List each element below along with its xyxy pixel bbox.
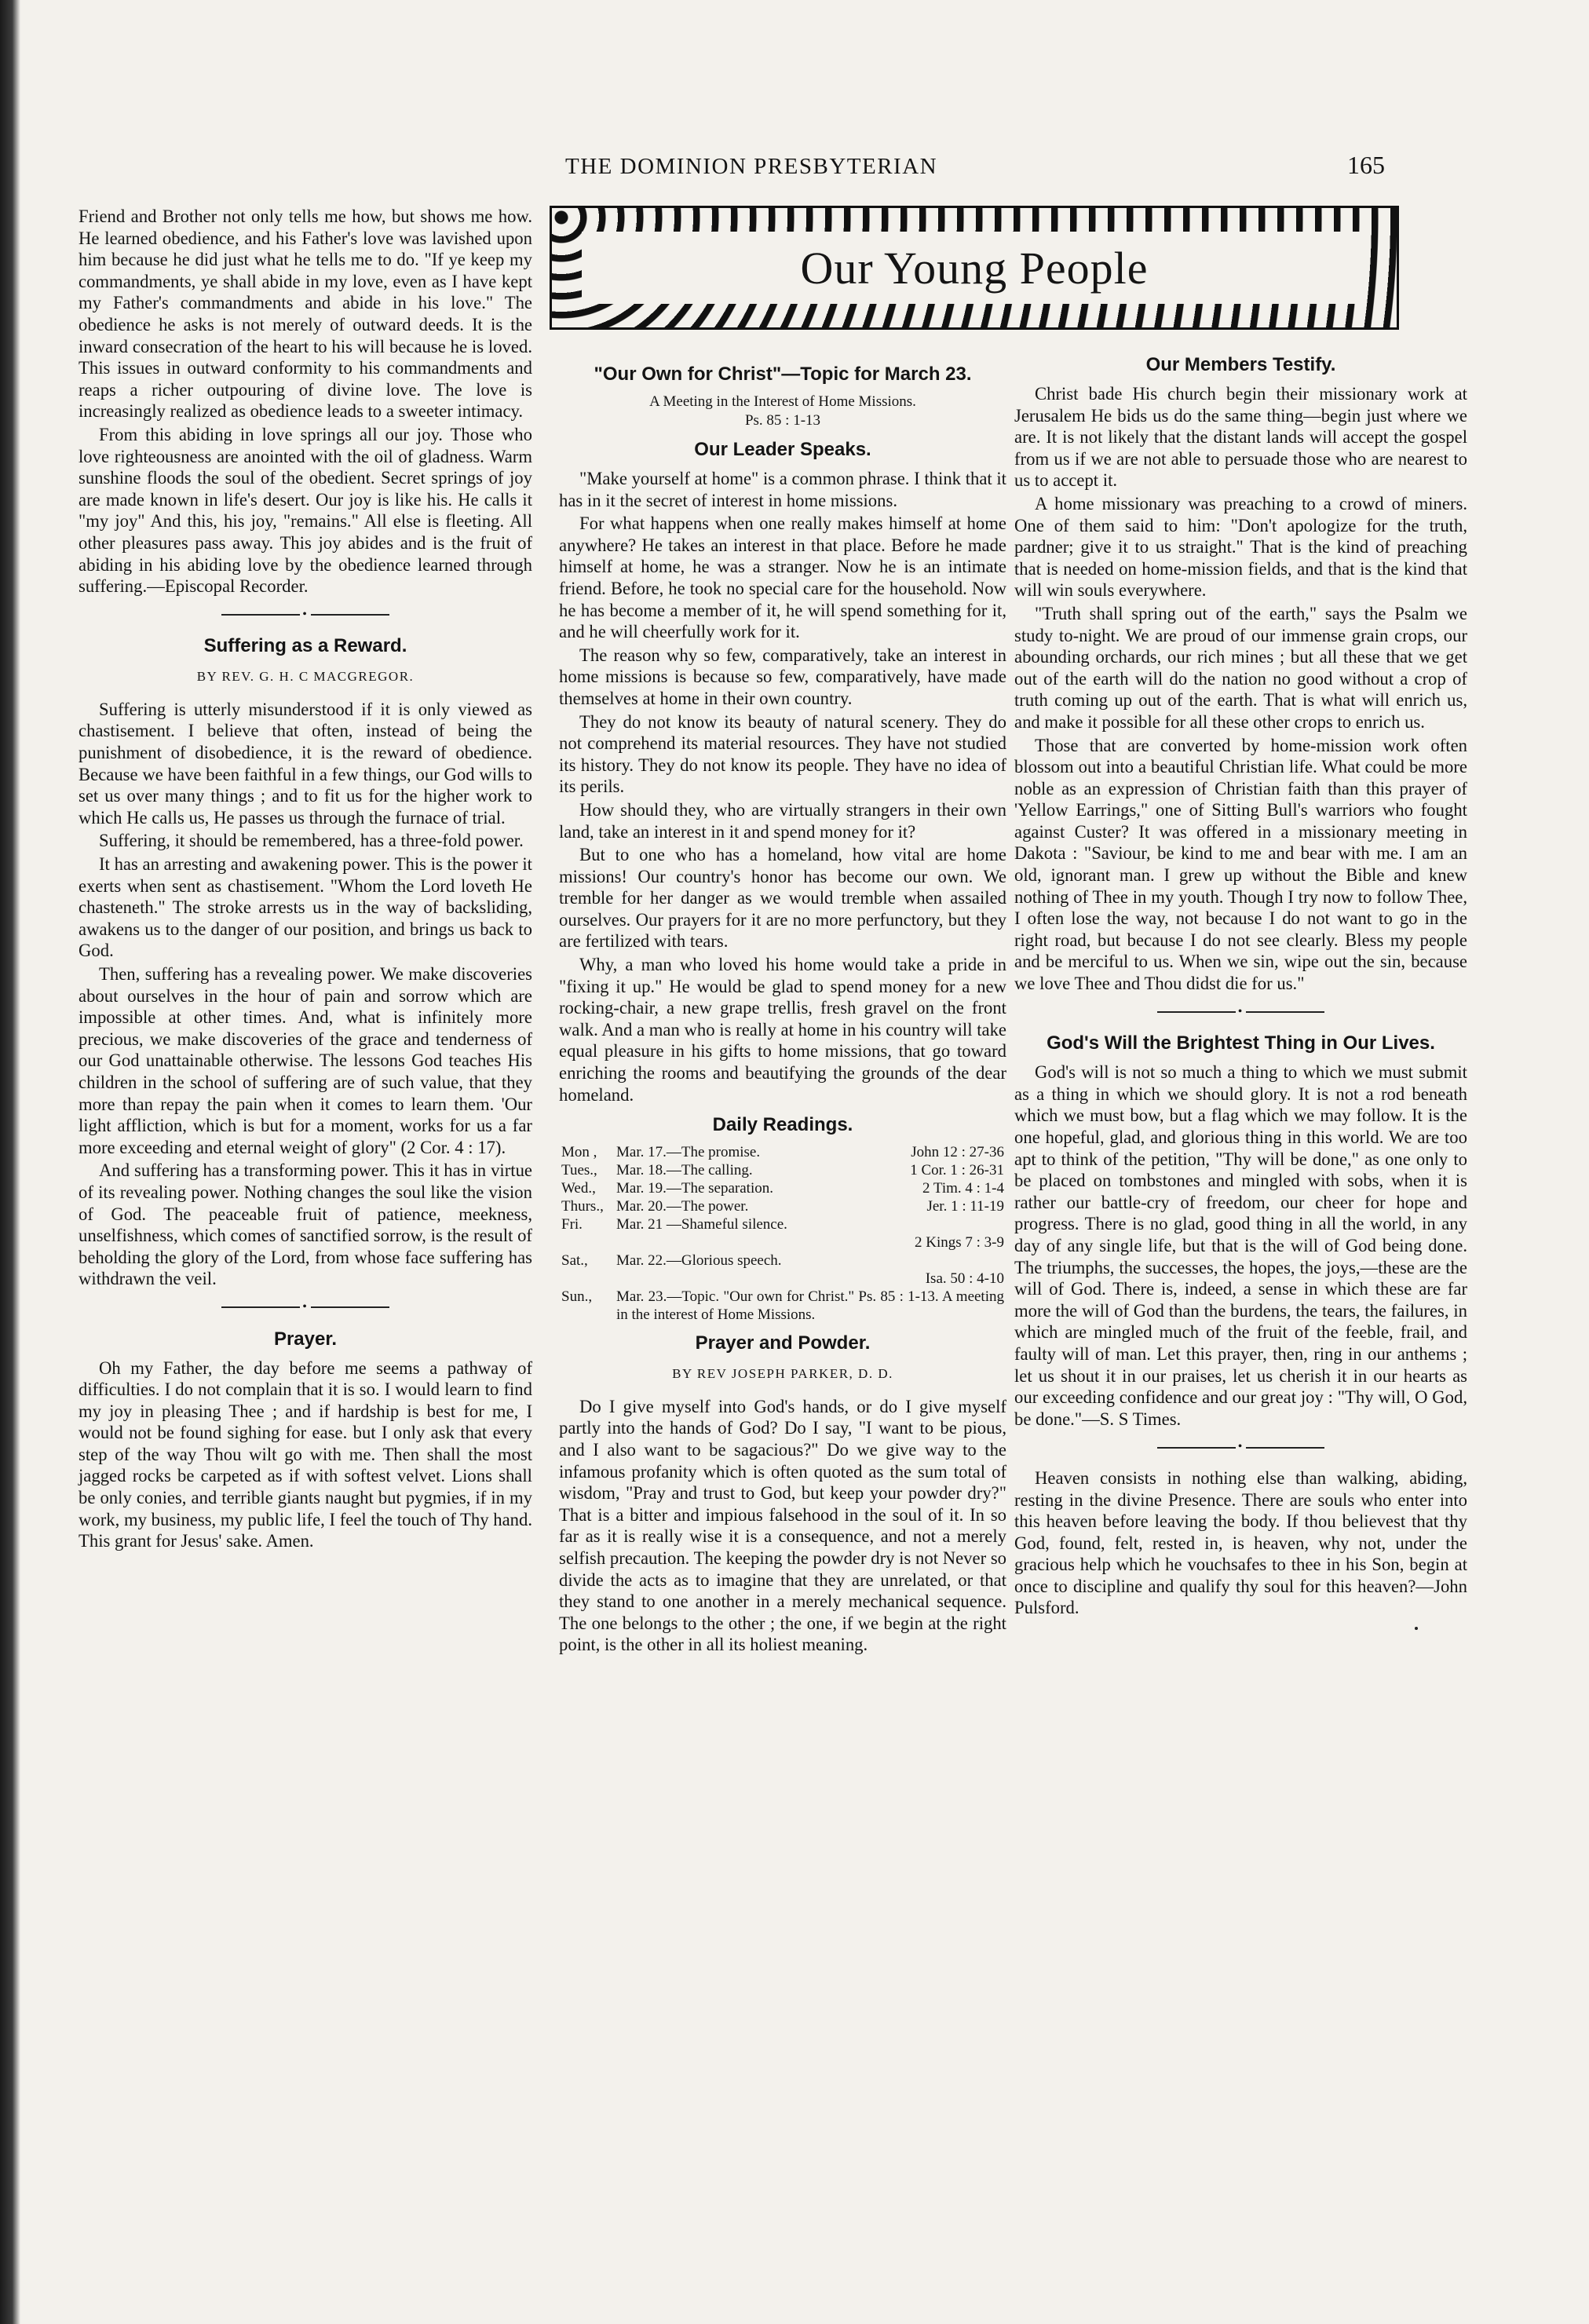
reading-row	[559, 1143, 1006, 1161]
suffering-paragraph: Then, suffering has a revealing power. We make discoveries about ourselves in the hour of pain and sorrow which are impossible at other times. And, what is infinitely more precious, we make discoveries of the grace and tenderness of our God unattainable otherwise. The lessons God teaches His children in the school of suffering are of such value, that they more than repay the pain when it comes to learn them. 'Our light affliction, which is but for a moment, works for us a far more exceeding and eternal weight of glory" (2 Cor. 4 : 17).	[79, 964, 532, 1157]
reading-row	[559, 1252, 1006, 1270]
banner-title: Our Young People	[800, 242, 1149, 294]
column-left	[79, 206, 532, 1554]
reading-reference	[847, 1252, 1006, 1270]
topic-reference: Ps. 85 : 1-13	[744, 412, 821, 429]
leader-paragraph: For what happens when one really makes himself at home anywhere? He takes an interest in that place. Before he made himself at home, he was a stranger. Now he is an intimate friend. Before, he took no special care for the household. Now he has become a member of it, he will spend something for it, and he will cheerfully work for it.	[559, 513, 1006, 642]
section-banner	[550, 206, 1399, 330]
binding-shadow	[0, 0, 20, 2324]
article-byline-powder: BY REV JOSEPH PARKER, D. D.	[672, 1366, 893, 1382]
leader-paragraph: "Make yourself at home" is a common phrase. I think that it has in it the secret of interest in home missions.	[559, 469, 1006, 510]
reading-entry: Mar. 22.—Glorious speech.	[616, 1252, 782, 1270]
intro-paragraph-1: Friend and Brother not only tells me how, but shows me how. He learned obedience, and his Father's love was lavished upon him because he did just what he tells me to do. "If ye keep my commandments, ye shall abide in my love, even as I have kept my Father's commandments and abide in his love." The obedience he asks is not merely of outward deeds. It is the inward consecration of the heart to his will because he is loved. This issues in outward conformity to his commandments and reaps a richer outpouring of divine love. The love is increasingly realized as obedience leads to a sweeter intimacy.	[79, 206, 532, 422]
reading-day: Sat.,	[561, 1252, 588, 1270]
reading-entry: Mar. 18.—The calling.	[616, 1162, 753, 1179]
reading-reference	[847, 1215, 1006, 1233]
article-title-suffering: Suffering as a Reward.	[203, 635, 407, 657]
heaven-paragraph: Heaven consists in nothing else than walking, abiding, resting in the divine Presence. There are souls who enter into this heaven before leaving the body. If thou believest that thy God, found, felt, rested in, is heaven, why not, under the gracious help which he vouchsafes to thee in his Son, begin at once to discipline and qualify thy soul for this heaven?—John Pulsford.	[1014, 1467, 1467, 1618]
leader-paragraph: But to one who has a homeland, how vital are home missions! Our country's honor has become our own. We tremble for her danger as we would tremble when assailed ourselves. Our prayers for it are no more perfunctory, but they are fertilized with tears.	[559, 845, 1006, 952]
suffering-paragraph: Suffering is utterly misunderstood if it is only viewed as chastisement. I believe that often, instead of being the punishment of disobedience, it is the reward of obedience. Because we have been faithful in a few things, our God wills to set us over many things ; and to fit us for the higher work to which He calls us, He passes us through the furnace of trial.	[79, 699, 532, 828]
reading-row	[559, 1179, 1006, 1197]
print-speck	[1415, 1627, 1418, 1630]
reading-entry: Mar. 19.—The separation.	[616, 1180, 773, 1197]
reading-reference: Isa. 50 : 4-10	[925, 1270, 1004, 1288]
leader-paragraph: They do not know its beauty of natural scenery. They do not comprehend its material resources. They have not studied its history. They do not know its people. They have no idea of its perils.	[559, 711, 1006, 797]
reading-entry: Mar. 21 —Shameful silence.	[616, 1216, 787, 1233]
separator-ornament: •	[1014, 1436, 1467, 1458]
suffering-paragraph: And suffering has a transforming power. This it has in virtue of its revealing power. Nothing changes the soul like the vision of God. The peaceable fruit of patience, meekness, unselfishness, which comes of sanctified sorrow, is the result of beholding the glory of the Lord, from whose face suffering has withdrawn the veil.	[79, 1160, 532, 1289]
column-middle	[559, 355, 1006, 1657]
leader-paragraph: How should they, who are virtually strangers in their own land, take an interest in it and spend money for it?	[559, 799, 1006, 842]
banner-inner	[582, 232, 1367, 304]
reading-row	[559, 1233, 1006, 1252]
reading-day: Sun.,	[561, 1288, 593, 1306]
column-right	[1014, 345, 1467, 1621]
topic-subtitle-text: A Meeting in the Interest of Home Missions.	[649, 393, 916, 410]
readings-title: Daily Readings.	[712, 1114, 853, 1136]
page-number: 165	[1347, 151, 1385, 179]
article-title-godswill: God's Will the Brightest Thing in Our Lives.	[1047, 1032, 1435, 1054]
readings-table	[559, 1143, 1006, 1324]
separator-ornament: •	[79, 1296, 532, 1318]
reading-entry: Mar. 17.—The promise.	[616, 1144, 761, 1161]
reading-day: Thurs.,	[561, 1198, 604, 1215]
reading-row	[559, 1288, 1006, 1324]
topic-title: "Our Own for Christ"—Topic for March 23.	[594, 364, 972, 385]
reading-reference: 2 Kings 7 : 3-9	[915, 1234, 1004, 1252]
prayer-paragraph: Oh my Father, the day before me seems a pathway of difficulties. I do not complain that it is so. I would learn to find my joy in pleasing Thee ; and if hardship is best for me, I would not be found sighing for ease. but I only ask that every step of the way Thou wilt go with me. Then shall the most jagged rocks be carpeted as if with softest velvet. Lions shall be only conies, and terrible giants naught but pygmies, if in my work, my business, my public life, I feel the touch of Thy hand. This grant for Jesus' sake. Amen.	[79, 1357, 532, 1551]
article-title-members: Our Members Testify.	[1145, 354, 1336, 375]
page-header: THE DOMINION PRESBYTERIAN	[565, 154, 938, 179]
reading-reference: 2 Tim. 4 : 1-4	[922, 1180, 1004, 1197]
reading-reference: Jer. 1 : 11-19	[926, 1198, 1004, 1215]
reading-row	[559, 1161, 1006, 1179]
article-byline-suffering: BY REV. G. H. C MACGREGOR.	[196, 669, 415, 685]
reading-day: Tues.,	[561, 1162, 597, 1179]
reading-day: Fri.	[561, 1216, 583, 1233]
reading-row	[559, 1197, 1006, 1215]
godswill-paragraph: God's will is not so much a thing to which we must submit as a thing in which we should glory. It is not a rod beneath which we must bow, but a flag which we may follow. It is the one hopeful, glad, and glorious thing in this world. We are too apt to think of the petition, "Thy will be done," as one only to be placed on tombstones and mingled with sobs, when it is rather our battle-cry of freedom, our cheer for hope and progress. There is no glad, good thing in all the world, in any day of any single life, but that is the will of God being done. The triumphs, the successes, the hopes, the joys,—these are the will of God. There is, indeed, a sense in which these are far more the will of God than the burdens, the tears, the failures, in which are mingled much of the fruit of the feeble, frail, and faulty will of man. Let this prayer, then, ring in our anthems ; let us shout it in our praises, let us cherish it in our hearts as our exceeding confidence and our great joy : "Thy will, O God, be done."—S. S Times.	[1014, 1062, 1467, 1429]
members-paragraph: Christ bade His church begin their missionary work at Jerusalem He bids us do the same thing—begin just where we are. It is not likely that the distant lands will accept the gospel from us if we are not able to persuade those who are nearest to us to accept it.	[1014, 384, 1467, 491]
leader-paragraph: Why, a man who loved his home would take a pride in "fixing it up." He would be glad to spend money for a new rocking-chair, a new grape trellis, fresh gravel on the front walk. And a man who is really at home in his country will take equal pleasure in his gifts to home missions, that go toward enriching the rooms and beautifying the grounds of the dear homeland.	[559, 955, 1006, 1105]
members-paragraph: "Truth shall spring out of the earth," says the Psalm we study to-night. We are proud of our immense grain crops, our abounding orchards, our rich mines ; but all these that we get out of the earth will do the nation no good without a crop of truth coming up out of the earth. That is what will enrich us, and make it possible for all these other crops to enrich us.	[1014, 603, 1467, 732]
separator-ornament: •	[79, 604, 532, 626]
reading-reference: 1 Cor. 1 : 26-31	[910, 1162, 1004, 1179]
reading-row	[559, 1215, 1006, 1233]
reading-entry: Mar. 23.—Topic. "Our own for Christ." Ps. 85 : 1-13. A meeting in the interest of Home Missions.	[616, 1288, 1004, 1324]
article-title-leader: Our Leader Speaks.	[694, 439, 871, 460]
reading-day: Mon ,	[561, 1144, 597, 1161]
suffering-paragraph: Suffering, it should be remembered, has a three-fold power.	[99, 831, 524, 851]
members-paragraph: A home missionary was preaching to a crowd of miners. One of them said to him: "Don't apologize for the truth, pardner; give it to us straight." That is the kind of preaching that is needed on home-mission fields, and that is the kind that will win souls everywhere.	[1014, 493, 1467, 601]
suffering-paragraph: It has an arresting and awakening power. This is the power it exerts when sent as chastisement. "Whom the Lord loveth He chasteneth." The stroke arrests us in the way of backsliding, awakens us to the danger of our position, and brings us back to God.	[79, 854, 532, 961]
article-title-powder: Prayer and Powder.	[695, 1332, 871, 1354]
reading-reference: John 12 : 27-36	[911, 1144, 1004, 1161]
separator-ornament: •	[1014, 1001, 1467, 1023]
members-paragraph: Those that are converted by home-mission work often blossom out into a beautiful Christian life. What could be more noble as an expression of Christian faith than this prayer of 'Yellow Earrings," one of Sitting Bull's warriors who fought against Custer? It was offered in a missionary meeting in Dakota : "Saviour, be kind to me and bear with me. I am an old, ignorant man. I grew up without the Bible and knew nothing of Thee in my youth. Though I try now to follow Thee, I often lose the way, not because I do not want to go in the right road, but because I do not see clearly. Bless my people and be merciful to us. When we sin, wipe out the sin, because we love Thee and Thou didst die for us."	[1014, 735, 1467, 994]
article-title-prayer: Prayer.	[273, 1328, 338, 1350]
reading-entry: Mar. 20.—The power.	[616, 1198, 749, 1215]
topic-subtitle	[559, 393, 1006, 430]
reading-row	[559, 1270, 1006, 1288]
leader-paragraph: The reason why so few, comparatively, take an interest in home missions is because so few, comparatively, have made themselves at home in their own country.	[559, 645, 1006, 708]
reading-day: Wed.,	[561, 1180, 596, 1197]
powder-paragraph: Do I give myself into God's hands, or do I give myself partly into the hands of God? Do I say, "I want to be pious, and I also want to be sagacious?" Do we give way to the infamous profanity which is often quoted as the sum total of wisdom, "Pray and trust to God, but keep your powder dry?" That is a bitter and impious falsehood in the soul of it. In so far as it is really wise it is a consequence, and not a merely selfish precaution. The keeping the powder dry is not Never so divide the acts as to imagine that they are unrelated, or that they stand to one another in a merely mechanical sequence. The one belongs to the other ; the one, if we begin at the right point, is the other in all its holiest meaning.	[559, 1396, 1006, 1655]
intro-paragraph-2: From this abiding in love springs all our joy. Those who love righteousness are anointed with the oil of gladness. Warm sunshine floods the soul of the obedient. Secret springs of joy are made known in life's desert. Our joy is like his. He calls it "my joy" And this, his joy, "remains." All else is fleeting. All other pleasures pass away. This joy abides and is the fruit of abiding in his abiding love by the obedience learned through suffering.—Episcopal Recorder.	[79, 424, 532, 597]
